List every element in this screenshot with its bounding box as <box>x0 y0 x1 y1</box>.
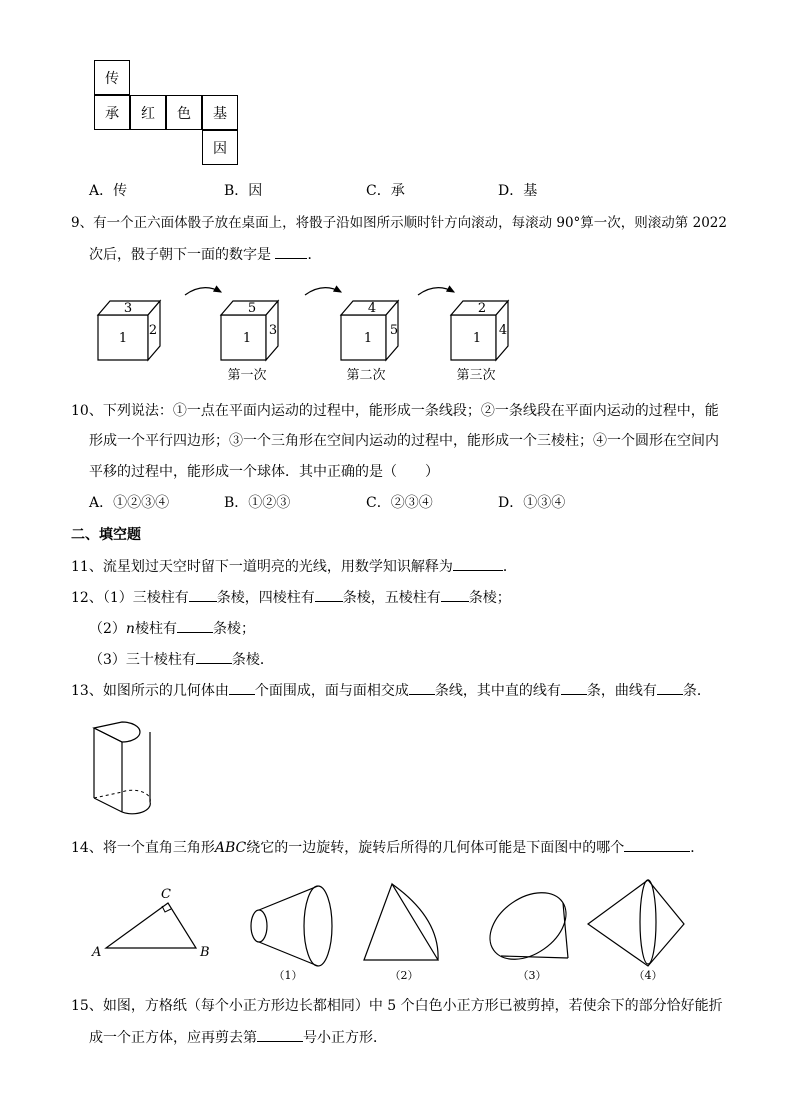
die-top-number: 3 <box>123 301 133 316</box>
answer-blank[interactable] <box>657 680 683 695</box>
die-top-number: 4 <box>367 301 377 316</box>
q12-part3: （3）三十棱柱有 条棱． <box>89 649 274 670</box>
q15-text-line1: 15、如图，方格纸（每个小正方形边长都相同）中 5 个白色小正方形已被剪掉，若使余下的部分恰好能折 <box>71 998 723 1014</box>
die-front-number: 1 <box>118 331 128 346</box>
q11-text: 11、流星划过天空时留下一道明亮的光线，用数学知识解释为 ． <box>71 556 517 577</box>
double-cone-figure <box>588 880 684 982</box>
cone-figure <box>364 884 438 982</box>
option-c[interactable]: C．承 <box>366 183 405 199</box>
q12-part1: 12、（1）三棱柱有 条棱，四棱柱有 条棱，五棱柱有 条棱； <box>71 587 511 608</box>
net-cell: 因 <box>202 130 238 165</box>
die-top-number: 5 <box>247 301 257 316</box>
figure-caption: （3） <box>517 969 547 982</box>
net-cell: 基 <box>202 95 238 130</box>
die <box>221 301 278 383</box>
net-cell: 承 <box>94 95 130 130</box>
vertex-label-c: C <box>161 887 171 902</box>
q9-text-line1: 9、有一个正六面体骰子放在桌面上，将骰子沿如图所示顺时针方向滚动，每滚动 90°算一次，则滚动第 2022 <box>71 215 727 231</box>
option-a[interactable]: A．①②③④ <box>89 495 170 511</box>
die-side-number: 3 <box>268 323 278 338</box>
figure-caption: （1） <box>273 969 303 982</box>
die-side-number: 2 <box>148 323 158 338</box>
dice-rolling-figure <box>90 280 530 390</box>
roll-arrow <box>305 288 341 295</box>
option-b[interactable]: B．①②③ <box>224 495 291 511</box>
q15-text-line2: 成一个正方体，应再剪去第 号小正方形． <box>89 1027 387 1048</box>
answer-blank[interactable] <box>189 587 217 602</box>
die-side-number: 5 <box>389 323 399 338</box>
answer-blank[interactable] <box>275 244 307 259</box>
die <box>98 301 160 360</box>
option-a[interactable]: A．传 <box>89 183 128 199</box>
figure-caption: （2） <box>389 969 419 982</box>
die-front-number: 1 <box>242 331 252 346</box>
tilted-cone-figure <box>478 879 579 982</box>
die-top-number: 2 <box>477 301 487 316</box>
die-caption: 第三次 <box>456 368 496 383</box>
answer-blank[interactable] <box>409 680 435 695</box>
q9-text-line2: 次后，骰子朝下一面的数字是 ． <box>89 244 321 265</box>
q13-text: 13、如图所示的几何体由 个面围成，面与面相交成 条线，其中直的线有 条，曲线有 条． <box>71 680 711 701</box>
die-caption: 第二次 <box>346 368 386 383</box>
q14-text: 14、将一个直角三角形ABC绕它的一边旋转，旋转后所得的几何体可能是下面图中的哪个 ． <box>71 837 704 858</box>
die-front-number: 1 <box>363 331 373 346</box>
answer-blank[interactable] <box>257 1027 303 1042</box>
answer-blank[interactable] <box>229 680 255 695</box>
net-cell: 传 <box>94 60 130 95</box>
answer-blank[interactable] <box>441 587 469 602</box>
die-caption: 第一次 <box>227 368 267 383</box>
net-cell: 色 <box>166 95 202 130</box>
answer-blank[interactable] <box>315 587 343 602</box>
die <box>341 301 398 383</box>
answer-blank[interactable] <box>177 618 213 633</box>
die-side-number: 4 <box>498 323 508 338</box>
right-triangle-abc <box>91 887 210 960</box>
section-heading: 二、填空题 <box>71 527 141 543</box>
option-d[interactable]: D．①③④ <box>498 495 566 511</box>
frustum-figure <box>251 886 332 982</box>
die-front-number: 1 <box>472 331 482 346</box>
net-cell: 红 <box>130 95 166 130</box>
answer-blank[interactable] <box>196 649 232 664</box>
rotation-figures <box>88 878 708 984</box>
q12-part2: （2）n棱柱有 条棱； <box>89 618 255 639</box>
roll-arrow <box>185 288 221 295</box>
die <box>451 301 508 383</box>
option-d[interactable]: D．基 <box>498 183 538 199</box>
roll-arrow <box>418 288 454 295</box>
answer-blank[interactable] <box>453 556 503 571</box>
q10-text-line2: 形成一个平行四边形；③一个三角形在空间内运动的过程中，能形成一个三棱柱；④一个圆形在空间内 <box>89 433 719 449</box>
answer-blank[interactable] <box>561 680 587 695</box>
option-b[interactable]: B．因 <box>224 183 263 199</box>
vertex-label-a: A <box>92 945 102 960</box>
half-cylinder-figure <box>88 712 160 824</box>
option-c[interactable]: C．②③④ <box>366 495 433 511</box>
figure-caption: （4） <box>633 969 663 982</box>
vertex-label-b: B <box>200 945 210 960</box>
q10-text-line1: 10、下列说法：①一点在平面内运动的过程中，能形成一条线段；②一条线段在平面内运动的过程中，能 <box>71 403 719 419</box>
answer-blank[interactable] <box>624 837 690 852</box>
q10-text-line3: 平移的过程中，能形成一个球体．其中正确的是（ ） <box>89 464 439 480</box>
